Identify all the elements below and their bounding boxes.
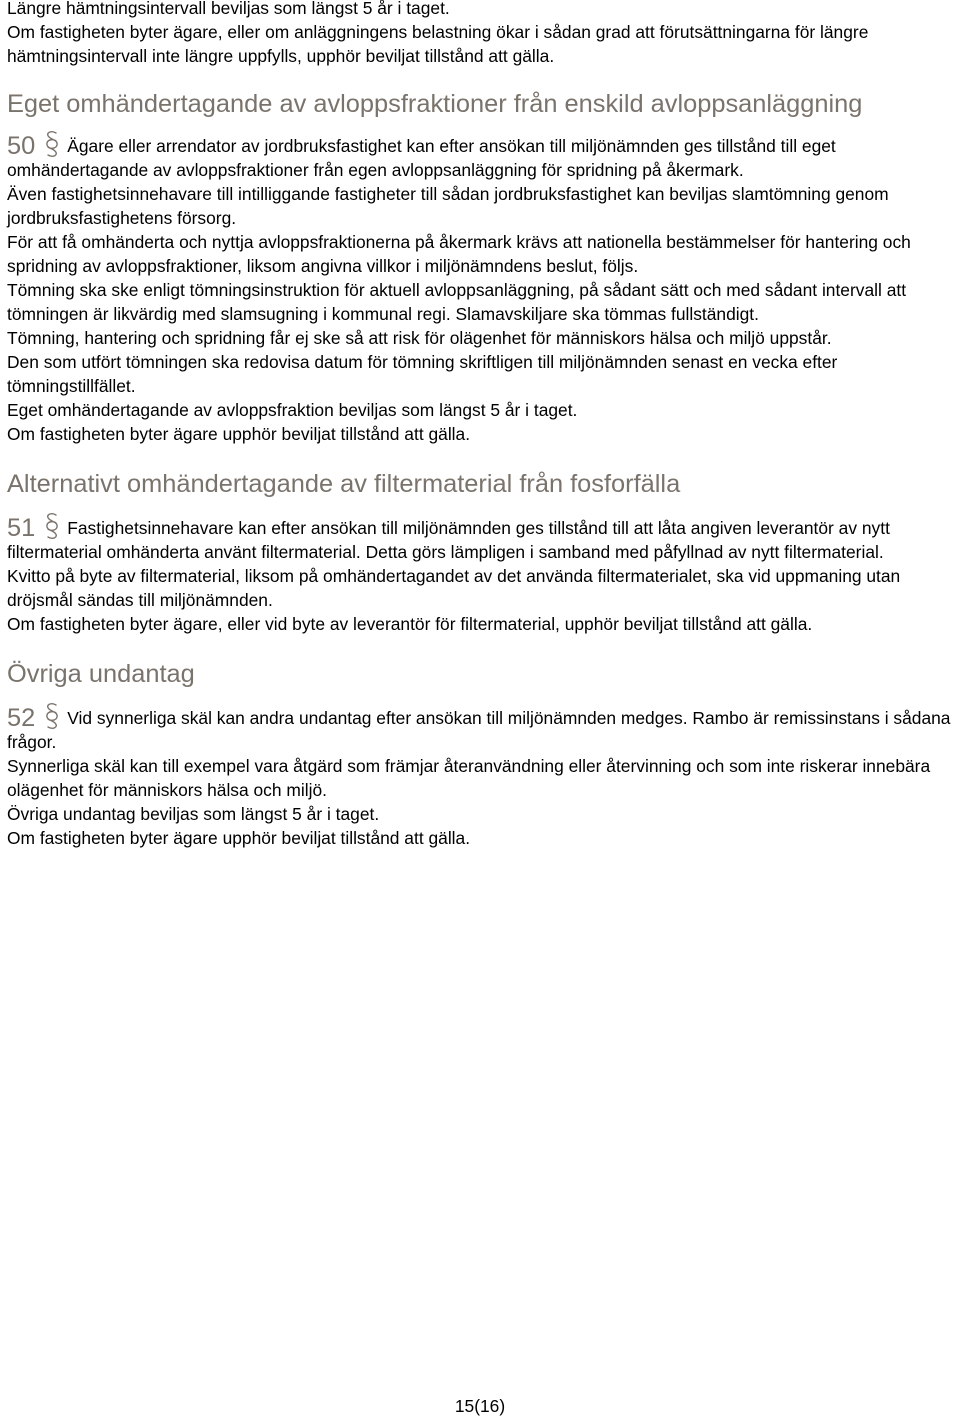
section-number: 52 (7, 704, 36, 732)
paragraph: Kvitto på byte av filtermaterial, liksom på omhändertagandet av det använda filtermaterialet, ska vid uppmaning utan dröjsmål sändas till miljönämnden. (7, 566, 901, 610)
paragraph: Eget omhändertagande av avloppsfraktion beviljas som längst 5 år i taget. (7, 400, 578, 420)
paragraph: Om fastigheten byter ägare, eller vid byte av leverantör för filtermaterial, upphör beviljat tillstånd att gälla. (7, 614, 813, 634)
section-heading: Övriga undantag (7, 660, 195, 688)
paragraph: Synnerliga skäl kan till exempel vara åtgärd som främjar återanvändning eller återvinning och som inte riskerar innebära olägenhet för människors hälsa och miljö. (7, 756, 931, 800)
section-lead-text: Fastighetsinnehavare kan efter ansökan till miljönämnden ges tillstånd till att låta angiven leverantör av nytt filtermaterial omhänderta använt filtermaterial. Detta görs lämpligen i samband med påfyllnad av nytt filtermaterial. (7, 518, 890, 562)
section-lead-paragraph (7, 702, 957, 754)
section-sign-icon (41, 130, 63, 158)
paragraph: Längre hämtningsintervall beviljas som längst 5 år i taget. (7, 0, 450, 18)
section-lead-paragraph (7, 130, 957, 182)
paragraph: Om fastigheten byter ägare upphör beviljat tillstånd att gälla. (7, 828, 471, 848)
section-lead-paragraph (7, 512, 957, 564)
paragraph: Även fastighetsinnehavare till intilliggande fastigheter till sådan jordbruksfastighet kan beviljas slamtömning genom jordbruksfastighetens försorg. (7, 184, 889, 228)
paragraph: Tömning, hantering och spridning får ej ske så att risk för olägenhet för människors hälsa och miljö uppstår. (7, 328, 832, 348)
section-lead-text: Ägare eller arrendator av jordbruksfastighet kan efter ansökan till miljönämnden ges tillstånd till eget omhändertagande av avloppsfraktioner från egen avloppsanläggning för spridning på åkermark. (7, 136, 836, 180)
section-number: 51 (7, 514, 36, 542)
section-lead-text: Vid synnerliga skäl kan andra undantag efter ansökan till miljönämnden medges. Rambo är remissinstans i sådana frågor. (7, 708, 951, 752)
section-heading: Eget omhändertagande av avloppsfraktioner från enskild avloppsanläggning (7, 90, 863, 118)
section-sign-icon (41, 702, 63, 730)
page-number: 15(16) (454, 1396, 506, 1416)
paragraph: Övriga undantag beviljas som längst 5 år i taget. (7, 804, 380, 824)
paragraph: Om fastigheten byter ägare, eller om anläggningens belastning ökar i sådan grad att förutsättningarna för längre hämtningsintervall inte längre uppfylls, upphör beviljat tillstånd att gälla. (7, 22, 869, 66)
paragraph: Den som utfört tömningen ska redovisa datum för tömning skriftligen till miljönämnden senast en vecka efter tömningstillfället. (7, 352, 838, 396)
paragraph: Om fastigheten byter ägare upphör beviljat tillstånd att gälla. (7, 424, 471, 444)
document-page (7, 0, 957, 850)
paragraph: För att få omhänderta och nyttja avloppsfraktionerna på åkermark krävs att nationella bestämmelser för hantering och spridning av avloppsfraktioner, liksom angivna villkor i miljönämndens beslut, följs. (7, 232, 911, 276)
paragraph: Tömning ska ske enligt tömningsinstruktion för aktuell avloppsanläggning, på sådant sätt och med sådant intervall att tömningen är likvärdig med slamsugning i kommunal regi. Slamavskiljare ska tömmas fullständigt. (7, 280, 907, 324)
section-sign-icon (41, 512, 63, 540)
section-number: 50 (7, 132, 36, 160)
section-heading: Alternativt omhändertagande av filtermaterial från fosforfälla (7, 470, 681, 498)
